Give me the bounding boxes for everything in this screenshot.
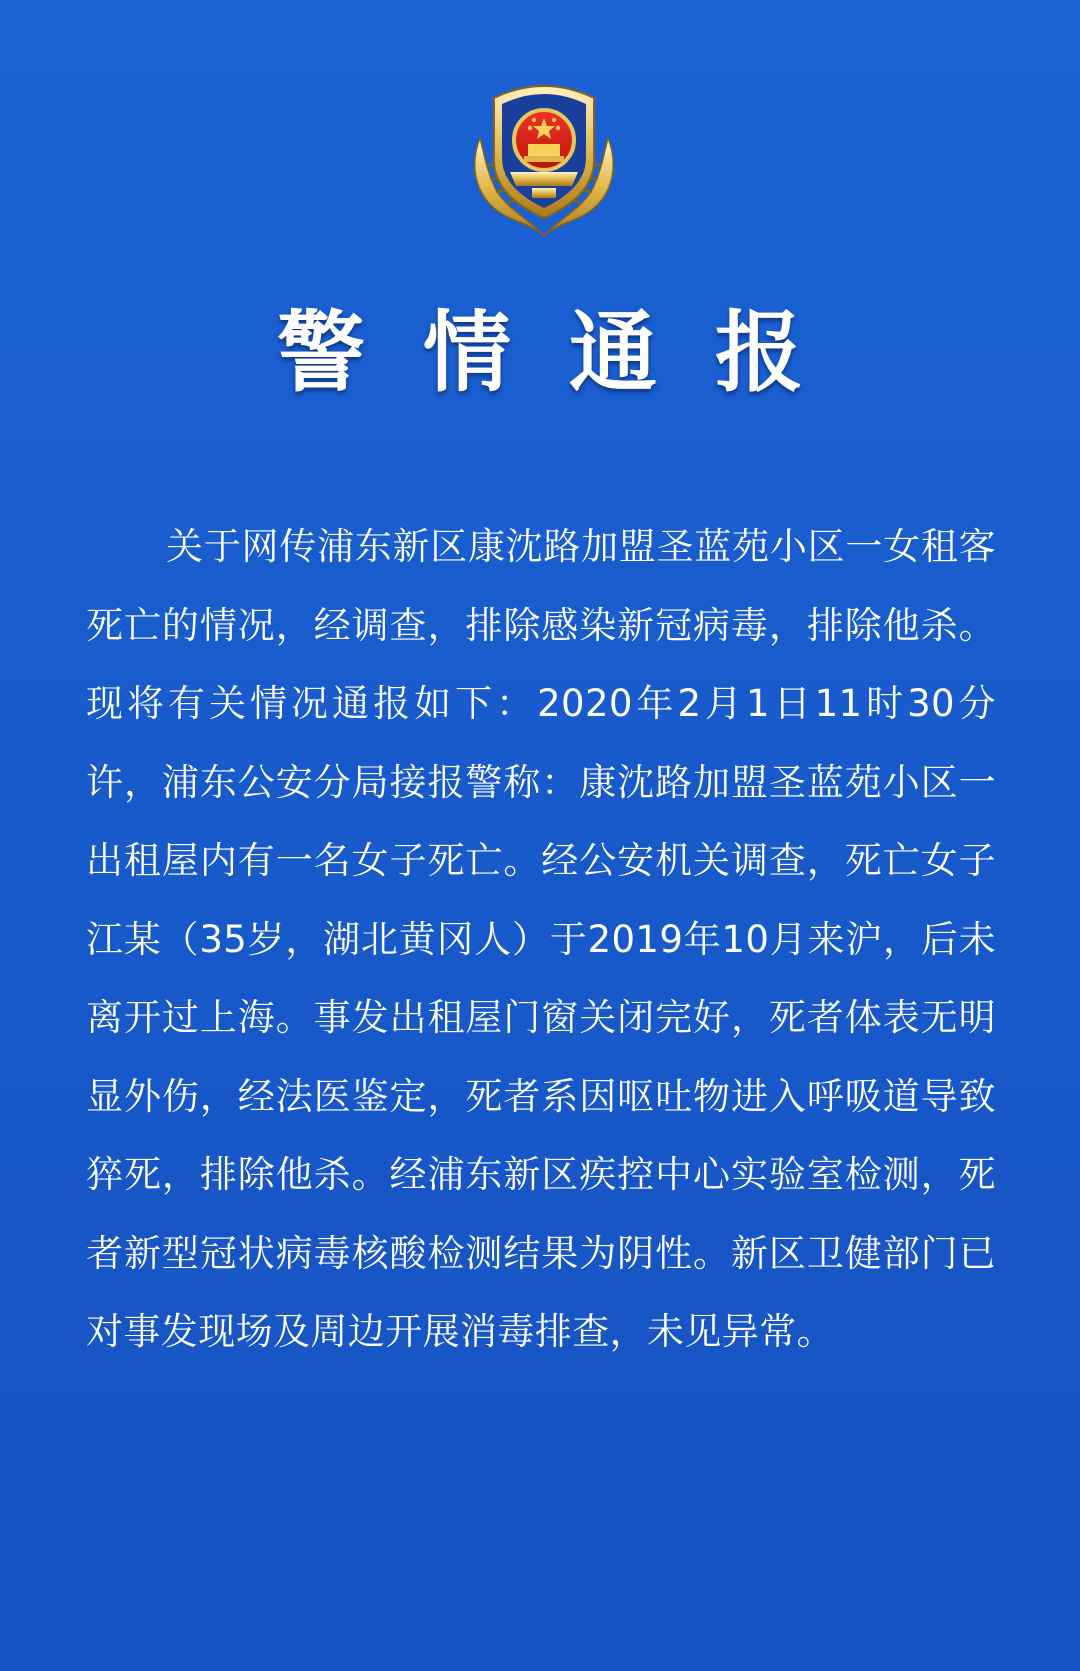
notice-title: 警情通报 — [276, 301, 861, 404]
notice-body: 关于网传浦东新区康沈路加盟圣蓝苑小区一女租客死亡的情况，经调查，排除感染新冠病毒，排除他杀。现将有关情况通报如下：2020年2月1日11时30分许，浦东公安分局接报警称：康沈路加盟圣蓝苑小区一出租屋内有一名女子死亡。经公安机关调查，死亡女子江某（35岁，湖北黄冈人）于2019年10月来沪，后未离开过上海。事发出租屋门窗关闭完好，死者体表无明显外伤，经法医鉴定，死者系因呕吐物进入呼吸道导致猝死，排除他杀。经浦东新区疾控中心实验室检测，死者新型冠状病毒核酸检测结果为阴性。新区卫健部门已对事发现场及周边开展消毒排查，未见异常。 — [86, 525, 996, 1353]
police-emblem-icon — [460, 68, 628, 240]
